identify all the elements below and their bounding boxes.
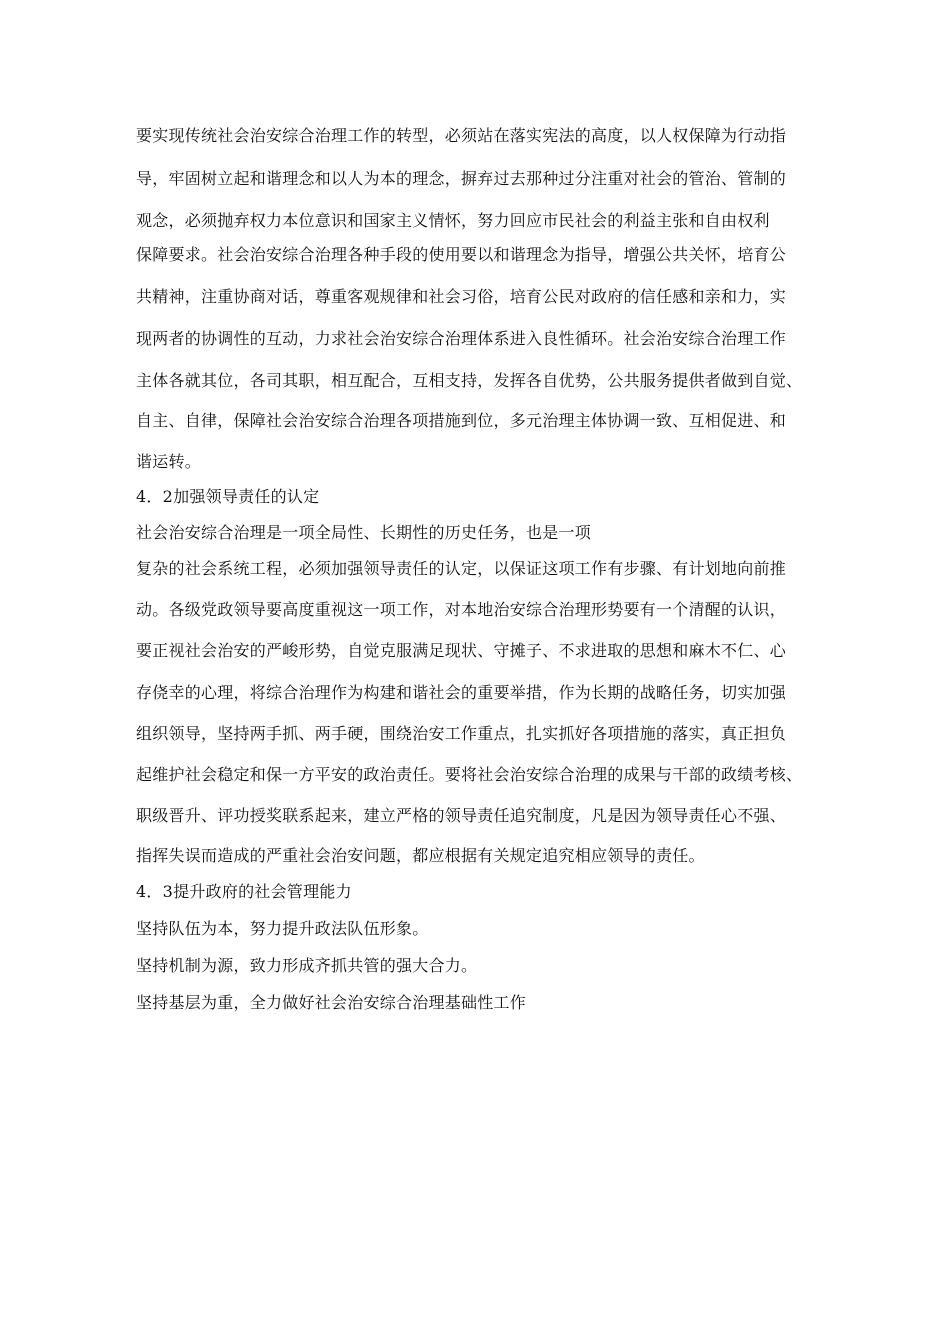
list-item: 坚持机制为源，致力形成齐抓共管的强大合力。 [136, 956, 478, 975]
paragraph-line: 社会治安综合治理是一项全局性、长期性的历史任务，也是一项 [136, 523, 592, 542]
paragraph-line: 组织领导，坚持两手抓、两手硬，围绕治安工作重点，扎实抓好各项措施的落实，真正担负 [136, 724, 787, 743]
section-heading-4-3: 4．3提升政府的社会管理能力 [136, 882, 352, 901]
paragraph-line: 要实现传统社会治安综合治理工作的转型，必须站在落实宪法的高度，以人权保障为行动指 [136, 126, 787, 145]
paragraph-line: 要正视社会治安的严峻形势，自觉克服满足现状、守摊子、不求进取的思想和麻木不仁、心 [136, 641, 787, 660]
paragraph-line: 动。各级党政领导要高度重视这一项工作，对本地治安综合治理形势要有一个清醒的认识， [136, 600, 787, 619]
section-heading-4-2: 4．2加强领导责任的认定 [136, 487, 320, 506]
paragraph-line: 主体各就其位，各司其职，相互配合，互相支持，发挥各自优势，公共服务提供者做到自觉、 [136, 371, 803, 390]
list-item: 坚持基层为重，全力做好社会治安综合治理基础性工作 [136, 993, 527, 1012]
paragraph-line: 现两者的协调性的互动，力求社会治安综合治理体系进入良性循环。社会治安综合治理工作 [136, 329, 787, 348]
paragraph-line: 指挥失误而造成的严重社会治安问题，都应根据有关规定追究相应领导的责任。 [136, 846, 705, 865]
paragraph-line: 自主、自律，保障社会治安综合治理各项措施到位，多元治理主体协调一致、互相促进、和 [136, 411, 787, 430]
paragraph-line: 观念，必须抛弃权力本位意识和国家主义情怀，努力回应市民社会的利益主张和自由权利 [136, 211, 770, 230]
paragraph-line: 复杂的社会系统工程，必须加强领导责任的认定，以保证这项工作有步骤、有计划地向前推 [136, 559, 787, 578]
paragraph-line: 共精神，注重协商对话，尊重客观规律和社会习俗，培育公民对政府的信任感和亲和力，实 [136, 287, 787, 306]
paragraph-line: 存侥幸的心理，将综合治理作为构建和谐社会的重要举措，作为长期的战略任务，切实加强 [136, 683, 787, 702]
paragraph-line: 起维护社会稳定和保一方平安的政治责任。要将社会治安综合治理的成果与干部的政绩考核、 [136, 765, 803, 784]
list-item: 坚持队伍为本，努力提升政法队伍形象。 [136, 919, 429, 938]
paragraph-line: 导，牢固树立起和谐理念和以人为本的理念，摒弃过去那种过分注重对社会的管治、管制的 [136, 169, 787, 188]
paragraph-line: 职级晋升、评功授奖联系起来，建立严格的领导责任追究制度，凡是因为领导责任心不强、 [136, 806, 787, 825]
paragraph-line: 谐运转。 [136, 452, 202, 471]
paragraph-line: 保障要求。社会治安综合治理各种手段的使用要以和谐理念为指导，增强公共关怀，培育公 [136, 245, 787, 264]
